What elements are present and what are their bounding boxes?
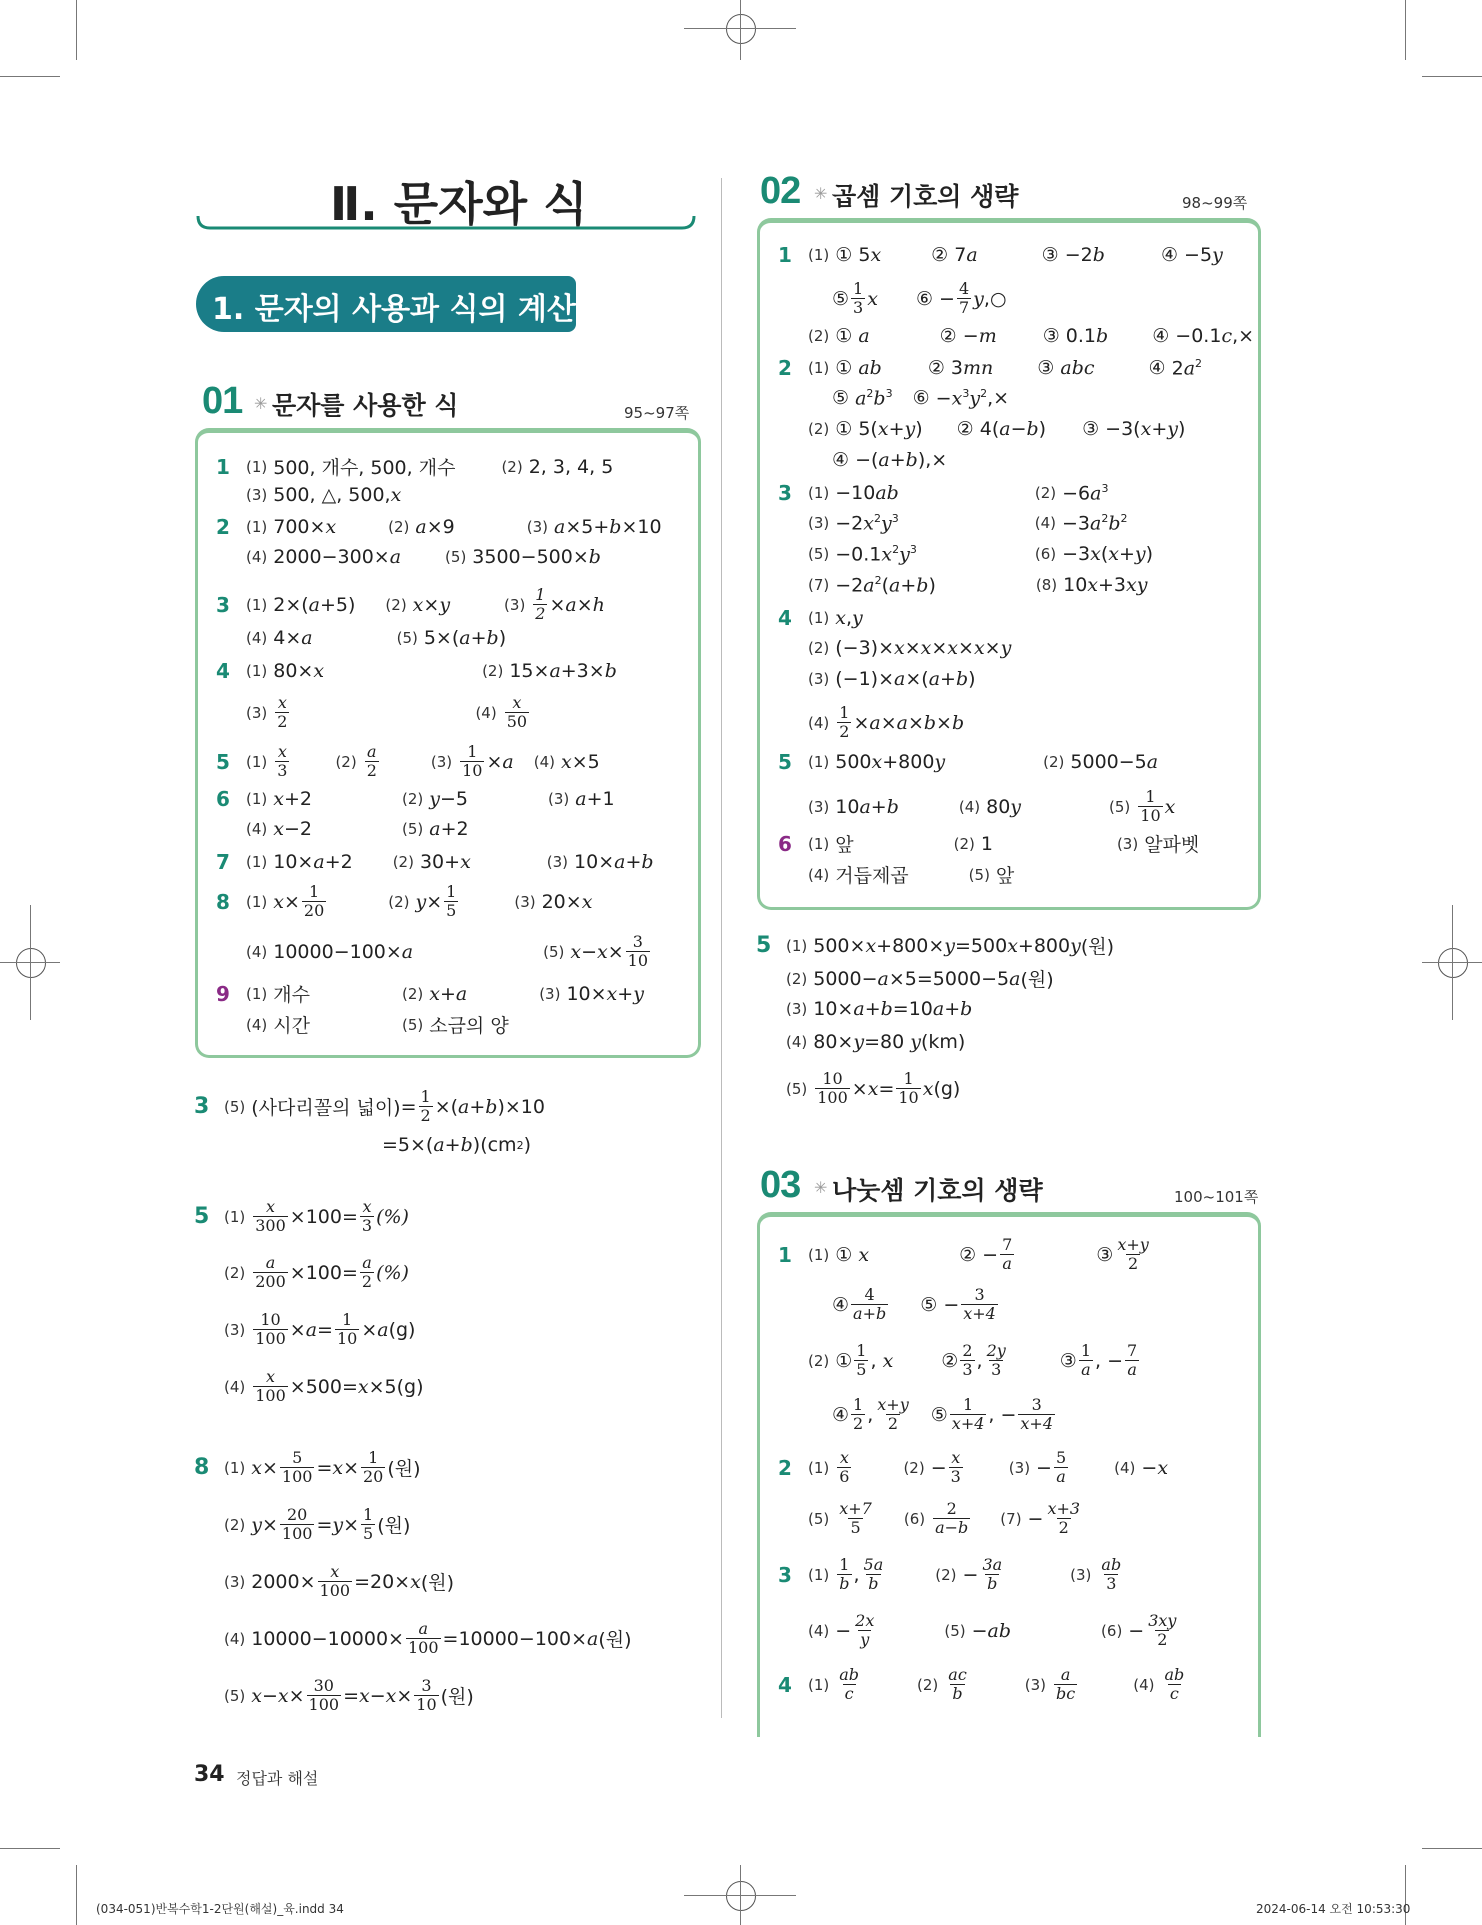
page-range: 98~99쪽 <box>1182 194 1248 212</box>
answer-line: (4) 2000−300×a (5) 3500−500×b <box>246 546 601 568</box>
answer-line: 2 (1) 700×x (2) a×9 (3) a×5+b×10 <box>216 515 662 539</box>
answer-line: 3 (1) 2×(a+5) (2) x×y (3) $\frac{1}{2}$ ×a×h <box>216 585 605 623</box>
crop-mark <box>1422 76 1482 77</box>
explanation-line: (4) $\frac{x}{100}$ ×500=x×5 (g) <box>224 1367 424 1405</box>
explanation-line: (4) 10000−10000× $\frac{a}{100}$ =10000−100×a (원) <box>224 1619 632 1657</box>
explanation-line: (4) 80×y=80 y (km) <box>786 1031 966 1053</box>
unit-title: 1. 문자의 사용과 식의 계산 <box>212 292 576 327</box>
section-title: 나눗셈 기호의 생략 <box>832 1176 1043 1205</box>
answer-line: 3 (1) −10ab (2) $-6a^3$ <box>778 481 1109 505</box>
answer-line: (4) 10000−100×a (5) x − x × $\frac{3}{10}$ <box>246 932 649 970</box>
page-range: 100~101쪽 <box>1174 1188 1259 1206</box>
explanation-line: =5×(a+b) (cm 2 ) <box>382 1134 531 1156</box>
answer-line: (7) $-2a^2(a+b)$ (8) 10x+3xy <box>808 574 1148 597</box>
crop-mark <box>76 1865 77 1925</box>
answer-line: (3) (−1)×a×(a+b) <box>808 668 976 690</box>
registration-mark <box>16 948 46 978</box>
crop-mark <box>740 0 741 60</box>
explanation-line: (5) $\frac{10}{100}$ ×x= $\frac{1}{10}$ x (g) <box>786 1069 961 1107</box>
page-number: 34 <box>194 1762 225 1787</box>
asterisk-icon: ✳ <box>254 394 268 413</box>
explanation-line: 8 (1) x × $\frac{5}{100}$ =x× $\frac{1}{20}$ (원) <box>194 1448 421 1486</box>
answer-line: 2 (1) $\frac{x}{6}$ (2) − $\frac{x}{3}$ (3) − $\frac{5}{a}$ (4) −x <box>778 1448 1169 1486</box>
answer-line: (4) 거듭제곱 (5) 앞 <box>808 865 1015 887</box>
answer-line: 6 (1) 앞 (2) 1 (3) 알파벳 <box>778 831 1200 856</box>
explanation-line: 5 (1) 500×x+800×y=500x+800y (원) <box>756 933 1115 958</box>
column-divider <box>721 178 722 1718</box>
crop-mark <box>1422 962 1482 963</box>
answer-line: (2) (−3)×x×x×x×x×y <box>808 637 1012 659</box>
crop-mark <box>684 28 796 29</box>
registration-mark <box>1438 948 1468 978</box>
answer-line: 1 (1) ① x ② − $\frac{7}{a}$ ③ $\frac{x+y}{2}$ <box>778 1235 1149 1273</box>
answer-line: (3) $-2x^2y^3$ (4) $-3a^2b^2$ <box>808 512 1128 535</box>
crop-mark <box>0 1848 60 1849</box>
asterisk-icon: ✳ <box>814 1178 828 1197</box>
answer-line: (3) 10a+b (4) 80y (5) $\frac{1}{10}$ x <box>808 787 1176 825</box>
explanation-line: (2) $\frac{a}{200}$ ×100= $\frac{a}{2}$ (%) <box>224 1253 409 1291</box>
crop-mark <box>684 1895 796 1896</box>
answer-line: (4) − $\frac{2x}{y}$ (5) −ab (6) − $\frac{3xy}{2}$ <box>808 1611 1177 1649</box>
explanation-line: (2) 5000−a×5=5000−5a (원) <box>786 967 1054 991</box>
section-number: 03 <box>760 1164 801 1206</box>
answer-line: 1 (1) 500, 개수, 500, 개수 (2) 2, 3, 4, 5 <box>216 454 614 479</box>
section-number: 01 <box>202 380 243 422</box>
answer-line: 9 (1) 개수 (2) x+a (3) 10×x+y <box>216 981 644 1006</box>
registration-mark <box>726 1881 756 1911</box>
answer-line: 2 (1) ① ab ② 3mn ③ abc ④ $2a^2$ <box>778 356 1203 380</box>
answer-line: (2) ① a ② −m ③ 0.1b ④ −0.1c, × <box>808 325 1255 347</box>
crop-mark <box>0 76 60 77</box>
asterisk-icon: ✳ <box>814 184 828 203</box>
crop-mark <box>1405 0 1406 60</box>
section-title: 곱셈 기호의 생략 <box>832 182 1019 211</box>
explanation-line: (3) $\frac{10}{100}$ ×a= $\frac{1}{10}$ ×a (g) <box>224 1310 416 1348</box>
answer-line: 7 (1) 10×a+2 (2) 30+x (3) 10×a+b <box>216 850 654 874</box>
answer-line: 3 (1) $\frac{1}{b}$ , $\frac{5a}{b}$ (2) − $\frac{3a}{b}$ (3) $\frac{ab}{3}$ <box>778 1555 1122 1593</box>
crop-mark <box>0 962 60 963</box>
answer-line: (4) x−2 (5) a+2 <box>246 818 469 840</box>
print-timestamp: 2024-06-14 오전 10:53:30 <box>1256 1902 1411 1916</box>
answer-line: (4) 시간 (5) 소금의 양 <box>246 1015 509 1037</box>
explanation-line: (3) 2000× $\frac{x}{100}$ =20×x (원) <box>224 1562 455 1600</box>
answer-line: (4) $\frac{1}{2}$ ×a×a×b×b <box>808 703 965 741</box>
chapter-underline <box>194 210 698 236</box>
answer-line: 4 (1) x , y <box>778 606 863 630</box>
explanation-line: (2) y × $\frac{20}{100}$ =y× $\frac{1}{5}$ (원) <box>224 1505 411 1543</box>
answer-line: 4 (1) 80×x (2) 15×a+3×b <box>216 659 617 683</box>
crop-mark <box>76 0 77 60</box>
section-title: 문자를 사용한 식 <box>272 391 459 420</box>
chapter-title: Ⅱ. 문자와 식 <box>330 177 588 231</box>
answer-line: (5) $-0.1x^2y^3$ (6) −3x(x+y) <box>808 543 1154 566</box>
answer-line: 5 (1) 500x+800y (2) 5000−5a <box>778 750 1159 774</box>
answer-line: (3) 500, △, 500, x <box>246 484 402 506</box>
answer-line: 4 (1) $\frac{ab}{c}$ (2) $\frac{ac}{b}$ (3) $\frac{a}{bc}$ (4) $\frac{ab}{c}$ <box>778 1665 1185 1703</box>
answer-line: (2) ① $\frac{1}{5}$ , x ② $\frac{2}{3}$ , $\frac{2y}{3}$ ③ $\frac{1}{a}$ , − $\frac{7}{a}$ <box>808 1341 1138 1379</box>
answer-line: (5) $\frac{x+7}{5}$ (6) $\frac{2}{a-b}$ (7) − $\frac{x+3}{2}$ <box>808 1499 1081 1537</box>
crop-mark <box>1422 1848 1482 1849</box>
answer-line: (3) $\frac{x}{2}$ (4) $\frac{x}{50}$ <box>246 693 528 731</box>
answer-line: ⑤ $a^2b^3$ ⑥ $-x^3y^2$, × <box>832 387 1010 410</box>
answer-line: 6 (1) x+2 (2) y−5 (3) a+1 <box>216 787 615 811</box>
answer-line: 1 (1) ① 5x ② 7a ③ −2b ④ −5y <box>778 243 1223 267</box>
answer-line: (2) ① 5(x+y) ② 4(a−b) ③ −3(x+y) <box>808 418 1186 440</box>
page-label: 정답과 해설 <box>236 1769 319 1788</box>
answer-line: (4) 4×a (5) 5×(a+b) <box>246 627 507 649</box>
section-number: 02 <box>760 170 801 212</box>
file-name: (034-051)반복수학1-2단원(해설)_육.indd 34 <box>96 1902 344 1916</box>
answer-line: ④ −(a+b), × <box>832 449 948 471</box>
answer-line: ⑤ $\frac{1}{3}$ x ⑥ − $\frac{4}{7}$ y , ○ <box>832 279 1007 317</box>
explanation-line: (3) 10×a+b=10a+b <box>786 998 973 1020</box>
answer-line: 5 (1) $\frac{x}{3}$ (2) $\frac{a}{2}$ (3) $\frac{1}{10}$ ×a (4) x×5 <box>216 742 600 780</box>
answer-line: 8 (1) x × $\frac{1}{20}$ (2) y × $\frac{1}{5}$ (3) 20×x <box>216 882 593 920</box>
explanation-line: (5) x − x × $\frac{30}{100}$ =x−x× $\frac{3}{10}$ (원) <box>224 1676 474 1714</box>
answer-line: ④ $\frac{4}{a+b}$ ⑤ − $\frac{3}{x+4}$ <box>832 1285 996 1323</box>
explanation-line: 5 (1) $\frac{x}{300}$ ×100= $\frac{x}{3}$ (%) <box>194 1197 409 1235</box>
registration-mark <box>726 14 756 44</box>
page-range: 95~97쪽 <box>624 404 690 422</box>
explanation-line: 3 (5) (사다리꼴의 넓이) = $\frac{1}{2}$ ×(a+b)×10 <box>194 1087 545 1125</box>
answer-line: ④ $\frac{1}{2}$ , $\frac{x+y}{2}$ ⑤ $\frac{1}{x+4}$ , − $\frac{3}{x+4}$ <box>832 1395 1054 1433</box>
